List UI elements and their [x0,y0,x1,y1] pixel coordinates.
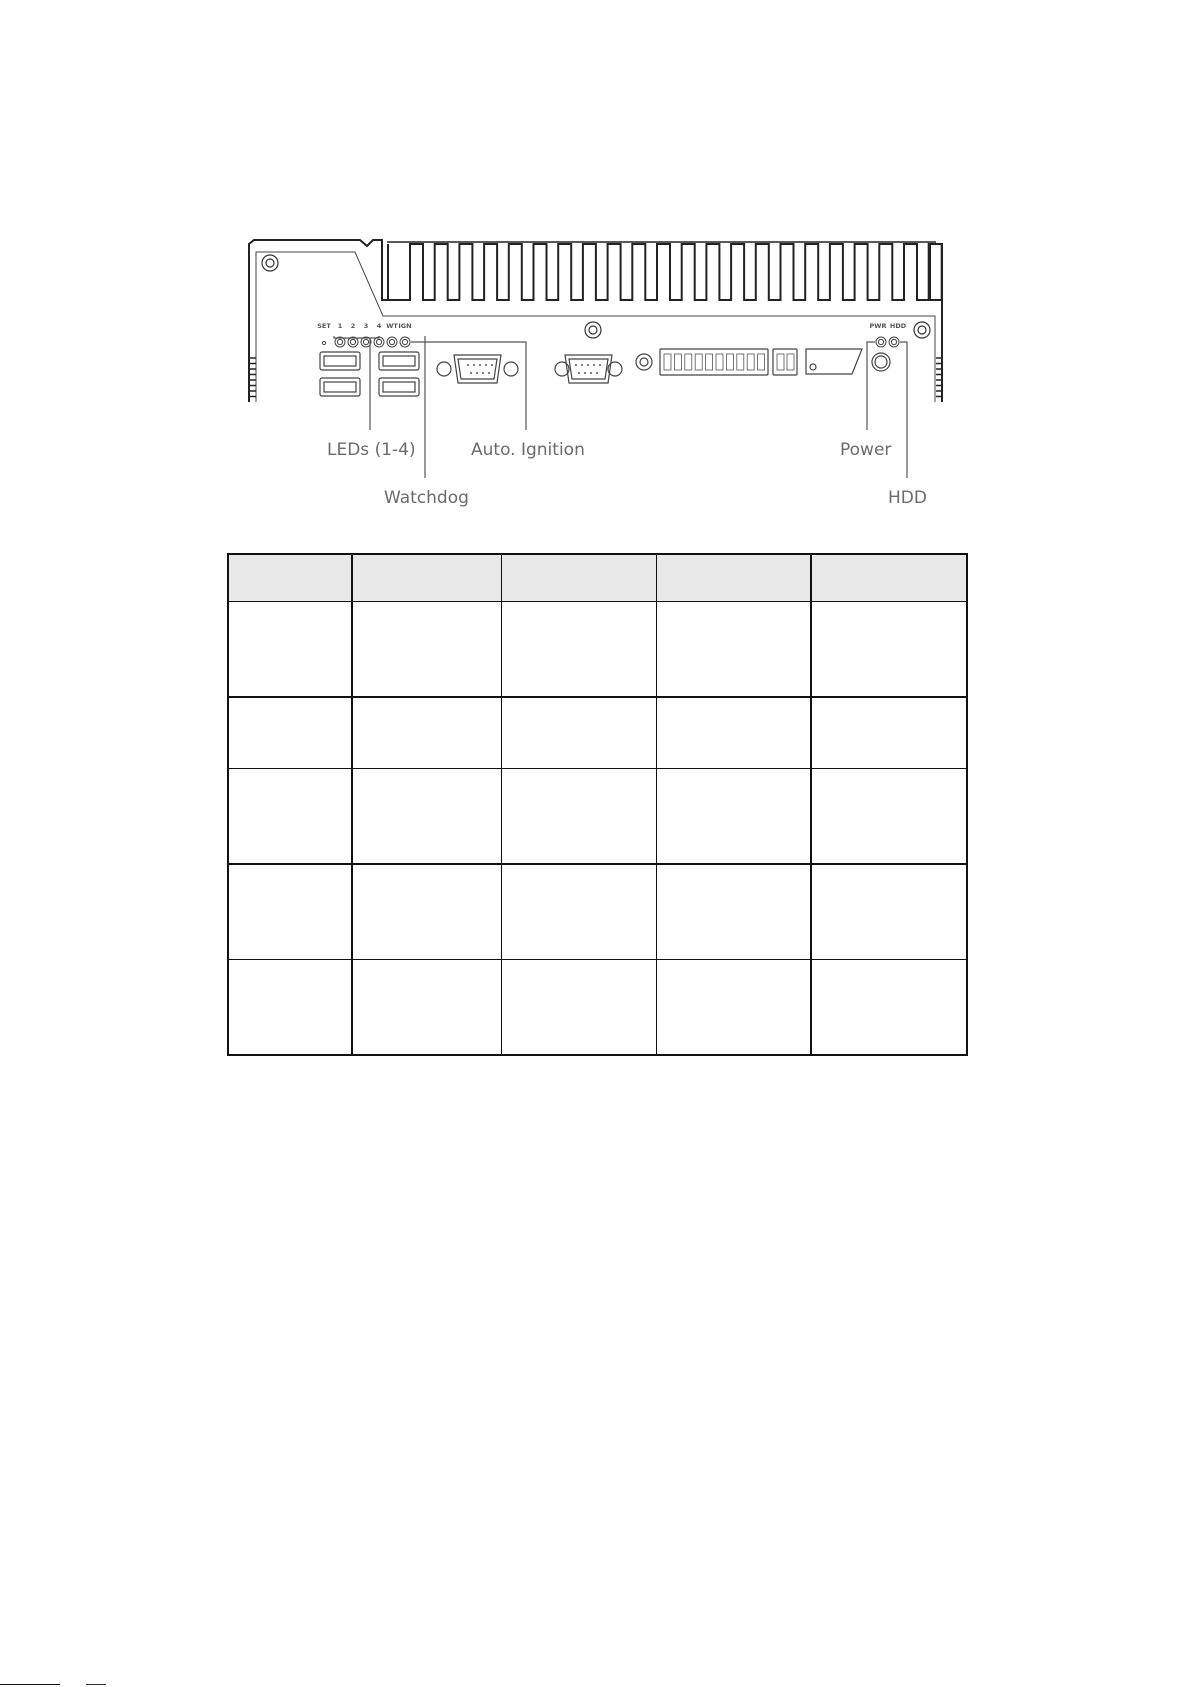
table-cell [501,602,656,698]
terminal-pin [685,354,692,370]
table-header-cell [228,554,352,602]
table-row [228,769,967,865]
usb-port-icon [320,378,360,396]
table-cell [656,769,811,865]
table-header-cell [352,554,501,602]
terminal-pin [695,354,702,370]
led-label: SET [317,322,331,330]
table-cell [352,602,501,698]
heatsink-fins [388,244,942,300]
terminal-pin [664,354,671,370]
table-cell [501,960,656,1056]
chassis-outline [249,240,388,402]
table-header-cell [501,554,656,602]
leds-callout: LEDs (1-4) [327,440,416,460]
watchdog-callout: Watchdog [384,488,469,508]
usb-port-icon [320,352,360,370]
com-port-icon [555,355,622,383]
table-header-cell [656,554,811,602]
footer-mark [86,1684,106,1685]
table-cell [656,960,811,1056]
table-header-row [228,554,967,602]
table-cell [811,697,967,769]
usb-port-icon [379,378,419,396]
terminal-block-icon [773,349,797,375]
terminal-pin [777,354,784,370]
table-cell [352,864,501,960]
terminal-pin [674,354,681,370]
power-button-icon [872,353,890,371]
table-row [228,697,967,769]
screw-icon [914,322,930,338]
fin-outline [388,244,942,300]
screw-icon [585,322,601,338]
table-cell [811,960,967,1056]
terminal-pin [716,354,723,370]
hdd-callout: HDD [888,488,927,508]
power-callout: Power [840,440,892,460]
table-cell [656,602,811,698]
terminal-pin [787,354,794,370]
table-row [228,960,967,1056]
table-cell [228,602,352,698]
led-label: WT [386,322,398,330]
led-hdd-icon [889,337,899,347]
table-cell [228,960,352,1056]
table-cell [228,769,352,865]
ignition-callout: Auto. Ignition [471,440,585,460]
terminal-pin [726,354,733,370]
table-cell [501,697,656,769]
set-button-icon [322,341,325,344]
table-cell [811,602,967,698]
led-wt-icon [387,337,397,347]
led-label: 2 [350,322,356,330]
spec-table [227,553,968,1056]
power-leader [867,342,875,430]
terminal-pin [737,354,744,370]
table-cell [352,697,501,769]
screw-icon [262,255,278,271]
footer-rule [0,1684,60,1685]
side-grille [249,358,942,397]
table-cell [811,864,967,960]
terminal-pin [747,354,754,370]
table-row [228,602,967,698]
led-ign-icon [400,337,410,347]
table-cell [811,769,967,865]
table-cell [228,697,352,769]
table-row [228,864,967,960]
status-led-label: PWR [869,322,887,330]
led-label: 3 [363,322,369,330]
status-label-group [870,322,907,330]
led-pwr-icon [876,337,886,347]
table-cell [352,960,501,1056]
terminal-pin [706,354,713,370]
terminal-pin [758,354,765,370]
hdd-leader [900,342,907,478]
table-cell [228,864,352,960]
table-cell [501,769,656,865]
table-cell [501,864,656,960]
com-port-icon [437,355,518,383]
table-cell [656,864,811,960]
led-label: 1 [337,322,343,330]
led-label: IGN [398,322,412,330]
table-cell [352,769,501,865]
terminal-pins [664,354,794,370]
front-panel-diagram [0,0,1193,520]
terminal-block-icon [660,349,768,375]
status-led-label: HDD [889,322,907,330]
led-label-group [317,322,411,330]
table-cell [656,697,811,769]
usb-port-icon [379,352,419,370]
led-label: 4 [376,322,382,330]
dc-jack-icon [636,354,652,370]
table-header-cell [811,554,967,602]
